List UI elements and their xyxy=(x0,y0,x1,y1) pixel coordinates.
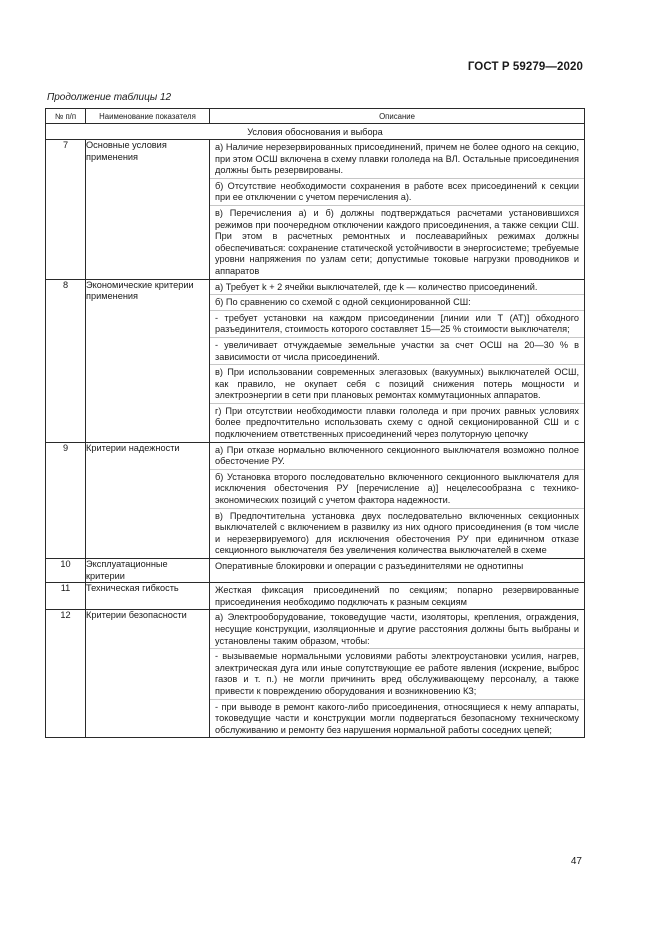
description-paragraph: а) Требует k + 2 ячейки выключателей, где k — количество присоединений. xyxy=(215,281,538,292)
table-row xyxy=(46,610,585,738)
row-number: 8 xyxy=(46,279,86,442)
row-number: 7 xyxy=(46,140,86,280)
row-number: 10 xyxy=(46,559,86,583)
description-paragraph: Жесткая фиксация присоединений по секциям; попарно резервированные присоединения необходимо подключать к разным секциям xyxy=(215,585,579,607)
indicator-name: Эксплуатационные критерии xyxy=(86,559,210,583)
column-header-indicator: Наименование показателя xyxy=(86,109,210,124)
description-cell xyxy=(210,559,585,583)
description-paragraph: б) Установка второго последовательно включенного секционного выключателя для исключения обесточения РУ [перечисление а)] нецелесообразна с технико-экономических позиций с учетом фактора надежности. xyxy=(210,469,584,508)
description-cell xyxy=(210,442,585,558)
page-number: 47 xyxy=(570,856,582,867)
description-paragraph: а) Наличие нерезервированных присоединений, причем не более одного на секцию, при этом ОСШ включена в схему плавки гололеда на ВЛ. Остальные присоединения должны быть резервированы. xyxy=(215,142,579,176)
section-row xyxy=(46,124,585,140)
table-row xyxy=(46,442,585,558)
description-paragraph: а) При отказе нормально включенного секционного выключателя возможно полное обесточение РУ. xyxy=(215,444,579,467)
indicator-name: Экономические критерии применения xyxy=(86,279,210,442)
description-paragraph: б) По сравнению со схемой с одной секционированной СШ: xyxy=(210,294,584,310)
table-row xyxy=(46,279,585,442)
description-paragraph: Оперативные блокировки и операции с разъединителями не однотипны xyxy=(215,561,524,571)
description-paragraph: - вызываемые нормальными условиями работы электроустановки усилия, нагрев, электрическая дуга или иные сопутствующие ее работе явления (искрение, выброс газов и т. п.) не могли причинить вред обслуживающему персоналу, а также привести к повреждению оборудования и возникновению КЗ; xyxy=(210,648,584,698)
description-paragraph: - при выводе в ремонт какого-либо присоединения, относящиеся к нему аппараты, токоведущие части и конструкции могли подвергаться безопасному техническому обслуживанию и ремонту без нарушения нормальной работы соседних цепей; xyxy=(210,699,584,738)
description-cell xyxy=(210,583,585,610)
table-row xyxy=(46,559,585,583)
row-number: 11 xyxy=(46,583,86,610)
description-paragraph: - увеличивает отчуждаемые земельные участки за счет ОСШ на 20—30 % в зависимости от числа присоединений. xyxy=(210,337,584,364)
column-header-description: Описание xyxy=(210,109,585,124)
table-header-row xyxy=(46,109,585,124)
indicator-name: Техническая гибкость xyxy=(86,583,210,610)
table-continuation-caption: Продолжение таблицы 12 xyxy=(47,92,172,103)
description-cell xyxy=(210,279,585,442)
description-paragraph: б) Отсутствие необходимости сохранения в работе всех присоединений к секции при ее отключении с учетом перечисления а). xyxy=(210,178,584,205)
indicator-name: Критерии надежности xyxy=(86,442,210,558)
section-title: Условия обоснования и выбора xyxy=(46,124,585,140)
standard-designation: ГОСТ Р 59279—2020 xyxy=(467,61,583,73)
table-row xyxy=(46,140,585,280)
indicator-name: Основные условия применения xyxy=(86,140,210,280)
column-header-number: № п/п xyxy=(46,109,86,124)
description-paragraph: в) Предпочтительна установка двух последовательно включенных секционных выключателей с включением в развилку из них одного присоединения (в том числе и нерезервируемого) для исключения обесточения РУ при единичном отказе секционного выключателя без увеличения количества выключателей в схеме xyxy=(210,508,584,558)
table-row xyxy=(46,583,585,610)
description-paragraph: - требует установки на каждом присоединении [линии или Т (АТ)] обходного разъединителя, стоимость которого составляет 15—25 % стоимости выключателя; xyxy=(210,310,584,337)
description-cell xyxy=(210,140,585,280)
row-number: 9 xyxy=(46,442,86,558)
description-paragraph: в) Перечисления а) и б) должны подтверждаться расчетами установившихся режимов при поочередном отключении каждого присоединения, а также секции СШ. При этом в расчетных ремонтных и послеаварийных режимах должны обеспечиваться: сохранение статической устойчивости в энергосистеме; требуемые уровни напряжения по узлам сети; допустимые токовые нагрузки проводников и аппаратов xyxy=(210,205,584,279)
description-paragraph: в) При использовании современных элегазовых (вакуумных) выключателей ОСШ, как правило, не окупает себя с позиций снижения потерь мощности и электроэнергии в сети при плановых ремонтах коммутационных аппаратов. xyxy=(210,364,584,403)
indicator-name: Критерии безопасности xyxy=(86,610,210,738)
requirements-table xyxy=(45,108,585,738)
description-paragraph: г) При отсутствии необходимости плавки гололеда и при прочих равных условиях более предпочтительно использовать схему с одной секционированной СШ и с подключением ответственных присоединений через полуторную цепочку xyxy=(210,403,584,442)
description-cell xyxy=(210,610,585,738)
row-number: 12 xyxy=(46,610,86,738)
description-paragraph: а) Электрооборудование, токоведущие части, изоляторы, крепления, ограждения, несущие конструкции, изоляционные и другие расстояния должны быть выбраны и установлены таким образом, чтобы: xyxy=(215,612,579,646)
